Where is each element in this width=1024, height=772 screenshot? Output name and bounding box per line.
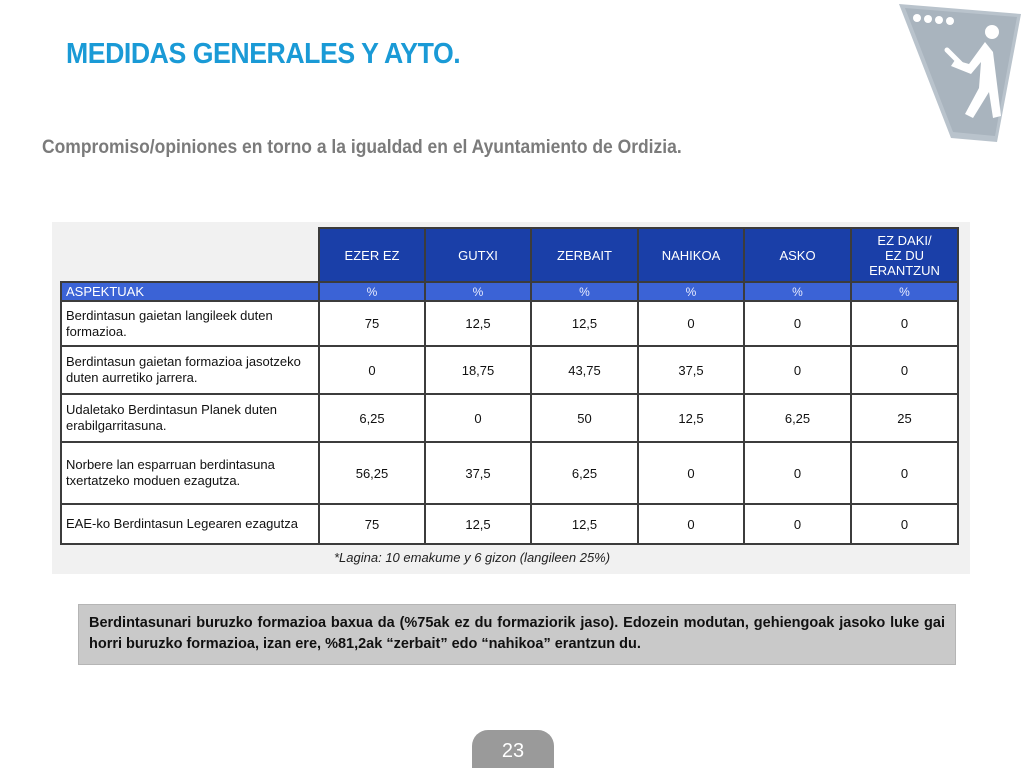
unit-cell: % — [851, 282, 958, 301]
table-cell: 18,75 — [425, 346, 531, 394]
table-row — [61, 442, 958, 504]
table-footnote: *Lagina: 10 emakume y 6 gizon (langileen 25%) — [334, 550, 611, 565]
table-cell: 12,5 — [531, 504, 638, 544]
column-header: NAHIKOA — [638, 228, 744, 282]
unit-cell: % — [638, 282, 744, 301]
bowling-player-logo-icon — [893, 2, 1023, 144]
table-row — [61, 394, 958, 442]
table-cell: 0 — [638, 442, 744, 504]
unit-cell: % — [319, 282, 425, 301]
row-label: Norbere lan esparruan berdintasuna txertatzeko moduen ezagutza. — [61, 442, 319, 504]
table-corner — [61, 228, 319, 282]
survey-table — [60, 227, 959, 545]
table-header-row — [61, 228, 958, 282]
table-cell: 43,75 — [531, 346, 638, 394]
row-label: Berdintasun gaietan formazioa jasotzeko duten aurretiko jarrera. — [61, 346, 319, 394]
page-number: 23 — [472, 730, 554, 768]
table-cell: 0 — [638, 301, 744, 346]
table-cell: 0 — [851, 504, 958, 544]
table-row — [61, 346, 958, 394]
row-label: Udaletako Berdintasun Planek duten erabilgarritasuna. — [61, 394, 319, 442]
table-cell: 12,5 — [425, 504, 531, 544]
table-cell: 0 — [851, 301, 958, 346]
table-cell: 6,25 — [744, 394, 851, 442]
column-header: EZER EZ — [319, 228, 425, 282]
table-subheader-row — [61, 282, 958, 301]
table-cell: 50 — [531, 394, 638, 442]
table-cell: 0 — [744, 504, 851, 544]
table-cell: 0 — [425, 394, 531, 442]
column-header: ASKO — [744, 228, 851, 282]
table-cell: 37,5 — [425, 442, 531, 504]
aspekt-header: ASPEKTUAK — [61, 282, 319, 301]
table-cell: 75 — [319, 301, 425, 346]
table-cell: 0 — [744, 346, 851, 394]
table-cell: 37,5 — [638, 346, 744, 394]
unit-cell: % — [744, 282, 851, 301]
slide-title: MEDIDAS GENERALES Y AYTO. — [66, 38, 461, 70]
table-row — [61, 504, 958, 544]
table-cell: 0 — [744, 301, 851, 346]
table-cell: 0 — [638, 504, 744, 544]
summary-box: Berdintasunari buruzko formazioa baxua da (%75ak ez du formaziorik jaso). Edozein modutan, gehiengoak jasoko luke gai horri buruzko formazioa, izan ere, %81,2ak “zerbait” edo “nahikoa” erantzun du. — [78, 604, 956, 665]
table-cell: 6,25 — [319, 394, 425, 442]
table-row — [61, 301, 958, 346]
table-cell: 0 — [851, 346, 958, 394]
table-cell: 0 — [744, 442, 851, 504]
row-label: Berdintasun gaietan langileek duten formazioa. — [61, 301, 319, 346]
column-header: GUTXI — [425, 228, 531, 282]
table-cell: 12,5 — [425, 301, 531, 346]
table-cell: 0 — [319, 346, 425, 394]
table-cell: 12,5 — [638, 394, 744, 442]
row-label: EAE-ko Berdintasun Legearen ezagutza — [61, 504, 319, 544]
table-cell: 6,25 — [531, 442, 638, 504]
column-header: EZ DAKI/ EZ DU ERANTZUN — [851, 228, 958, 282]
table-cell: 25 — [851, 394, 958, 442]
table-cell: 0 — [851, 442, 958, 504]
table-cell: 75 — [319, 504, 425, 544]
unit-cell: % — [425, 282, 531, 301]
column-header: ZERBAIT — [531, 228, 638, 282]
unit-cell: % — [531, 282, 638, 301]
survey-table-image — [52, 222, 970, 574]
table-cell: 56,25 — [319, 442, 425, 504]
table-cell: 12,5 — [531, 301, 638, 346]
slide-subtitle: Compromiso/opiniones en torno a la igualdad en el Ayuntamiento de Ordizia. — [42, 137, 682, 158]
